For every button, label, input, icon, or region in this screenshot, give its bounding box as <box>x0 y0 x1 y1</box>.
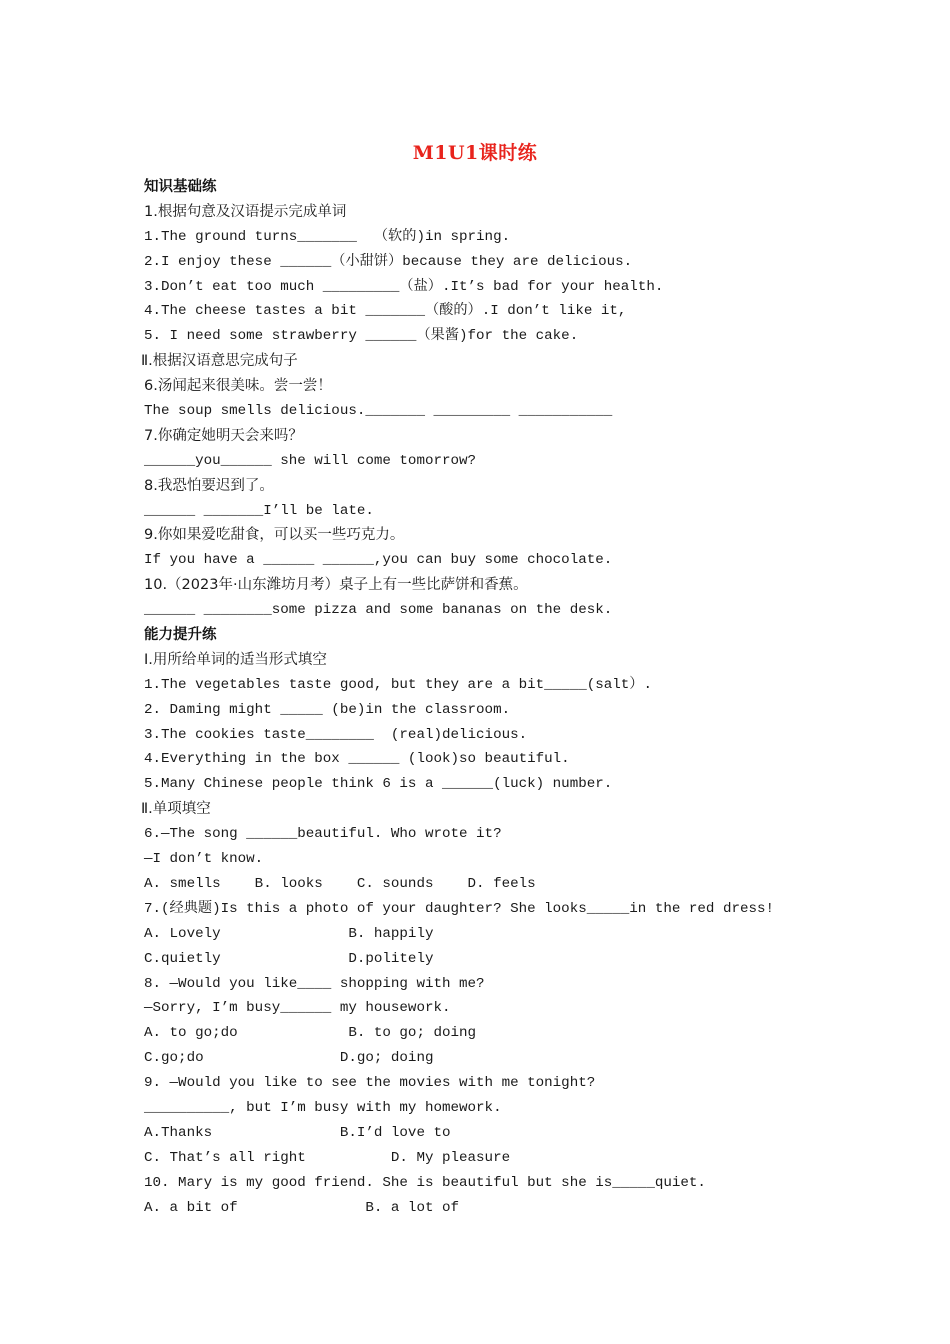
dialogue-line: __________, but I’m busy with my homework. <box>144 1099 502 1116</box>
question-prompt-cn: 8.我恐怕要迟到了。 <box>144 477 274 494</box>
question-prompt-cn: 7.你确定她明天会来吗？ <box>144 427 303 444</box>
question-line: 5.Many Chinese people think 6 is a ______(luck) number. <box>144 776 613 793</box>
answer-line: ______you______ she will come tomorrow? <box>144 452 477 469</box>
part-ii-instruction: Ⅱ.单项填空 <box>141 801 211 818</box>
options-line: A. to go;do B. to go; doing <box>144 1025 477 1042</box>
options-line: C.go;do D.go; doing <box>144 1050 434 1067</box>
question-line: 5. I need some strawberry ______（果酱)for the cake. <box>144 328 579 345</box>
options-line: A. smells B. looks C. sounds D. feels <box>144 875 536 892</box>
question-line: 7.(经典题)Is this a photo of your daughter? She looks_____in the red dress! <box>144 900 775 917</box>
question-line: 2. Daming might _____ (be)in the classroom. <box>144 701 511 718</box>
answer-line: If you have a ______ ______,you can buy some chocolate. <box>144 552 613 569</box>
worksheet-body <box>141 175 904 1220</box>
question-line: 3.Don’t eat too much _________（盐）.It’s bad for your health. <box>144 278 664 295</box>
question-line: 1.The ground turns_______ （软的)in spring. <box>144 228 511 245</box>
answer-line: The soup smells delicious._______ _________ ___________ <box>144 403 613 420</box>
question-prompt-cn: 10.（2023年·山东潍坊月考）桌子上有一些比萨饼和香蕉。 <box>144 577 528 594</box>
answer-line: ______ _______I’ll be late. <box>144 502 374 519</box>
question-line: 9. —Would you like to see the movies with me tonight? <box>144 1075 596 1092</box>
options-line: A. Lovely B. happily <box>144 925 434 942</box>
page-title: M1U1课时练 <box>412 142 538 164</box>
part-i-instruction: 1.根据句意及汉语提示完成单词 <box>144 203 347 220</box>
dialogue-line: —I don’t know. <box>144 851 264 868</box>
question-line: 2.I enjoy these ______（小甜饼）because they are delicious. <box>144 253 633 270</box>
section-heading-basic: 知识基础练 <box>144 179 217 195</box>
question-line: 1.The vegetables taste good, but they are a bit_____(salt）. <box>144 676 652 693</box>
question-line: 3.The cookies taste________ (real)delicious. <box>144 726 528 743</box>
options-line: C.quietly D.politely <box>144 950 434 967</box>
options-line: C. That’s all right D. My pleasure <box>144 1149 511 1166</box>
question-line: 6.—The song ______beautiful. Who wrote it? <box>144 826 502 843</box>
question-line: 4.The cheese tastes a bit _______（酸的）.I don’t like it, <box>144 303 627 320</box>
part-i-instruction: I.用所给单词的适当形式填空 <box>144 651 327 668</box>
section-heading-advanced: 能力提升练 <box>144 627 217 644</box>
options-line: A. a bit of B. a lot of <box>144 1199 460 1216</box>
question-line: 8. —Would you like____ shopping with me? <box>144 975 485 992</box>
question-line: 4.Everything in the box ______ (look)so beautiful. <box>144 751 570 768</box>
question-prompt-cn: 9.你如果爱吃甜食，可以买一些巧克力。 <box>144 527 405 544</box>
question-line: 10. Mary is my good friend. She is beautiful but she is_____quiet. <box>144 1174 706 1191</box>
dialogue-line: —Sorry, I’m busy______ my housework. <box>144 1000 451 1017</box>
answer-line: ______ ________some pizza and some bananas on the desk. <box>144 602 613 619</box>
options-line: A.Thanks B.I’d love to <box>144 1124 451 1141</box>
part-ii-instruction: Ⅱ.根据汉语意思完成句子 <box>141 353 298 370</box>
question-prompt-cn: 6.汤闻起来很美味。尝一尝！ <box>144 378 332 395</box>
